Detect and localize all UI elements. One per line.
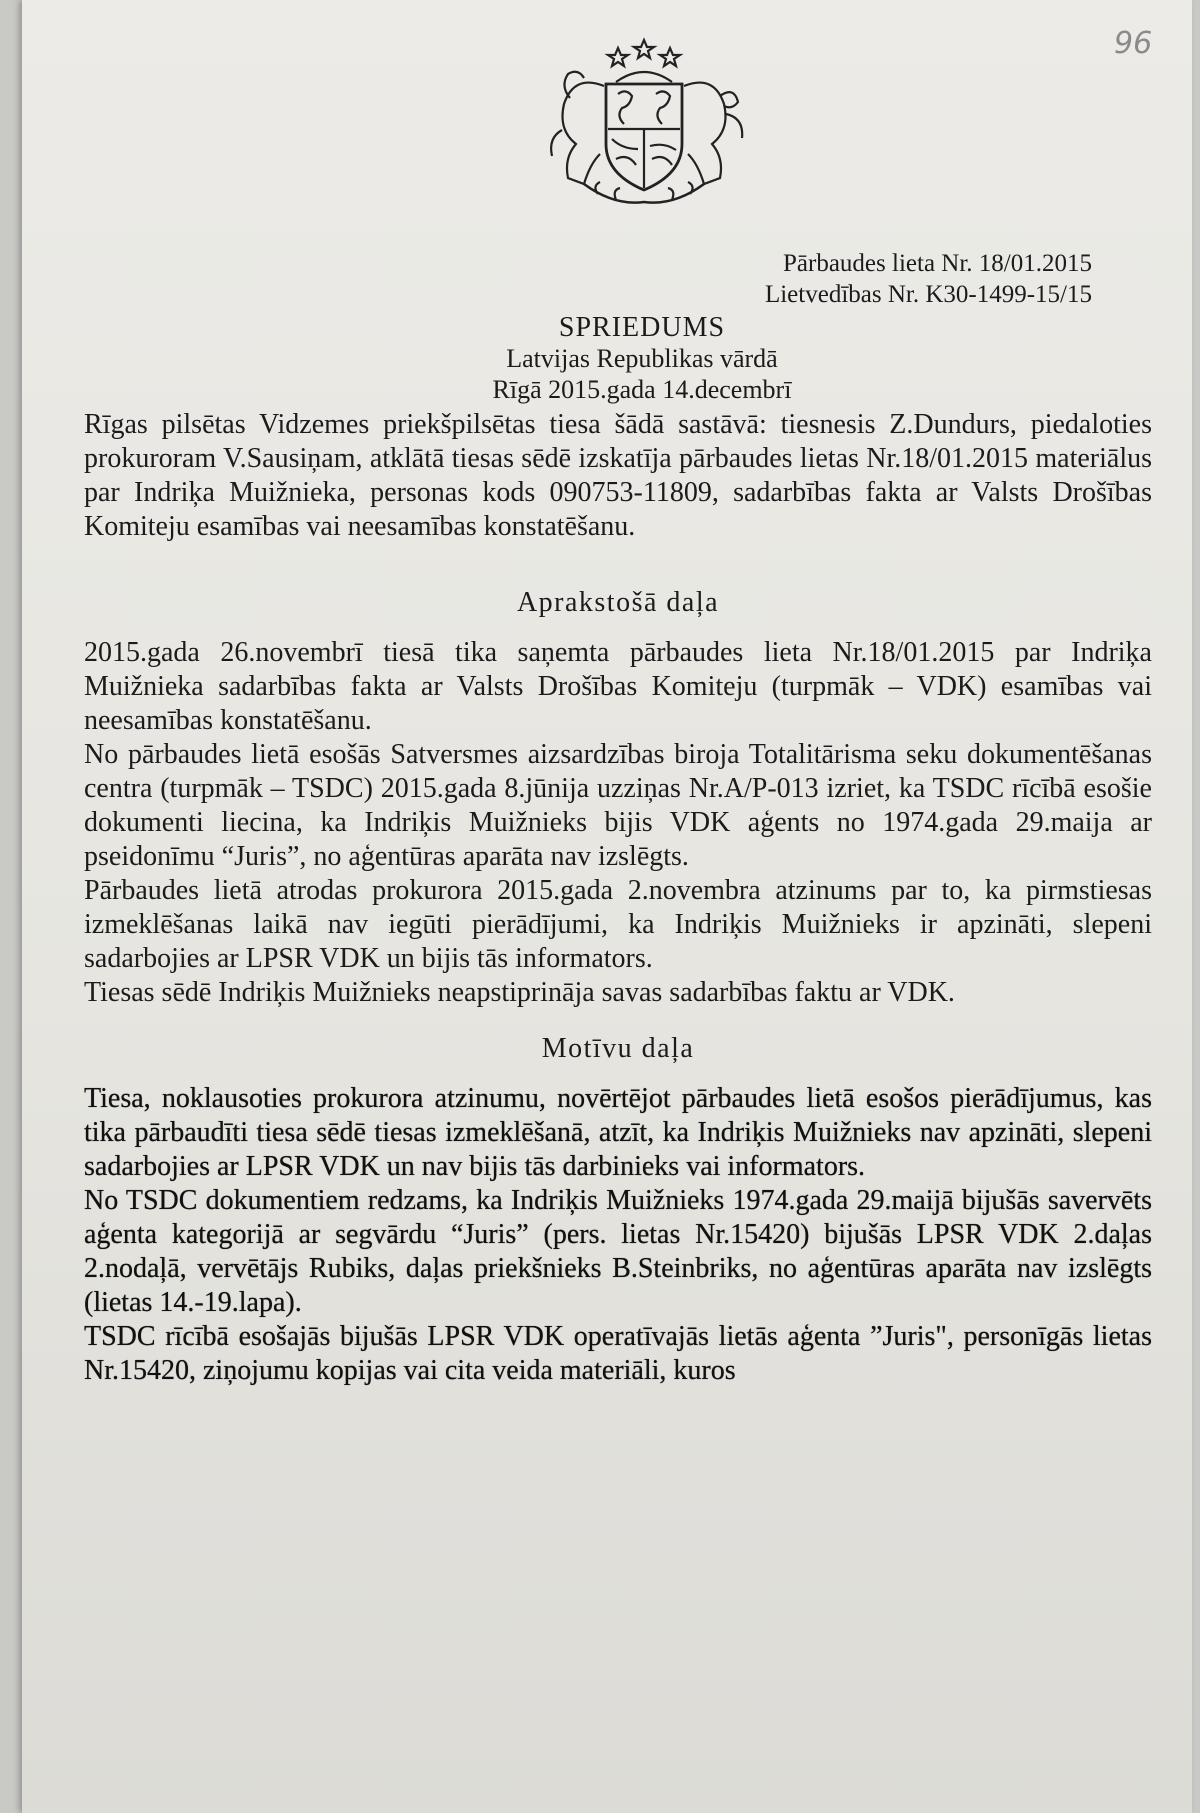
paragraph: No pārbaudes lietā esošās Satversmes aizsardzības biroja Totalitārisma seku dokumentēšanas centra (turpmāk – TSDC) 2015.gada 8.jūnija uzziņas Nr.A/P-013 izriet, ka TSDC rīcībā esošie dokumenti liecina, ka Indriķis Muižnieks bijis VDK aģents no 1974.gada 29.maija ar pseidonīmu “Juris”, no aģentūras aparāta nav izslēgts. <box>84 739 1152 872</box>
paragraph: Pārbaudes lietā atrodas prokurora 2015.gada 2.novembra atzinums par to, ka pirmstiesas izmeklēšanas laikā nav iegūti pierādījumi, ka Indriķis Muižnieks ir apzināti, slepeni sadarbojies ar LPSR VDK un bijis tās informators. <box>84 875 1152 974</box>
section-heading-motives: Motīvu daļa <box>541 1033 695 1064</box>
paragraph: 2015.gada 26.novembrī tiesā tika saņemta pārbaudes lieta Nr.18/01.2015 par Indriķa Muižnieka sadarbības fakta ar Valsts Drošības Komiteju (turpmāk – VDK) esamības vai neesamības konstatēšanu. <box>84 637 1152 736</box>
document-page <box>22 0 1192 1813</box>
document-title: SPRIEDUMS <box>558 312 726 343</box>
file-number: Lietvedības Nr. K30-1499-15/15 <box>764 281 1092 308</box>
paragraph: No TSDC dokumentiem redzams, ka Indriķis Muižnieks 1974.gada 29.maijā bijušās savervēts aģenta kategorijā ar segvārdu “Juris” (pers. lietas Nr.15420) bijušās LPSR VDK 2.daļas 2.nodaļā, vervētājs Rubiks, daļas priekšnieks B.Steinbriks, no aģentūras aparāta nav izslēgts (lietas 14.-19.lapa). <box>84 1185 1152 1318</box>
section-heading-descriptive: Aprakstošā daļa <box>516 587 720 618</box>
judgment-body <box>84 408 1152 1388</box>
paragraph: Tiesa, noklausoties prokurora atzinumu, novērtējot pārbaudes lietā esošos pierādījumus, kas tika pārbaudīti tiesa sēdē tiesas izmeklēšanā, atzīt, ka Indriķis Muižnieks nav apzināti, slepeni sadarbojies ar LPSR VDK un nav bijis tās darbinieks vai informators. <box>84 1083 1152 1182</box>
document-subtitle: Latvijas Republikas vārdā <box>506 344 778 373</box>
place-and-date: Rīgā 2015.gada 14.decembrī <box>492 375 792 404</box>
paragraph: Tiesas sēdē Indriķis Muižnieks neapstiprināja savas sadarbības faktu ar VDK. <box>84 977 955 1008</box>
case-number: Pārbaudes lieta Nr. 18/01.2015 <box>783 250 1092 277</box>
intro-paragraph: Rīgas pilsētas Vidzemes priekšpilsētas tiesa šādā sastāvā: tiesnesis Z.Dundurs, piedaloties prokuroram V.Sausiņam, atklātā tiesas sēdē izskatīja pārbaudes lietas Nr.18/01.2015 materiālus par Indriķa Muižnieka, personas kods 090753-11809, sadarbības fakta ar Valsts Drošības Komiteju esamības vai neesamības konstatēšanu. <box>84 409 1152 542</box>
latvia-coat-of-arms-icon <box>534 34 754 214</box>
judgment-heading <box>442 312 842 405</box>
handwritten-page-number: 96 <box>1114 26 1153 61</box>
paragraph: TSDC rīcībā esošajās bijušās LPSR VDK operatīvajās lietās aģenta ”Juris", personīgās lietas Nr.15420, ziņojumu kopijas vai cita veida materiāli, kuros <box>84 1321 1152 1386</box>
case-reference-block <box>765 248 1092 310</box>
